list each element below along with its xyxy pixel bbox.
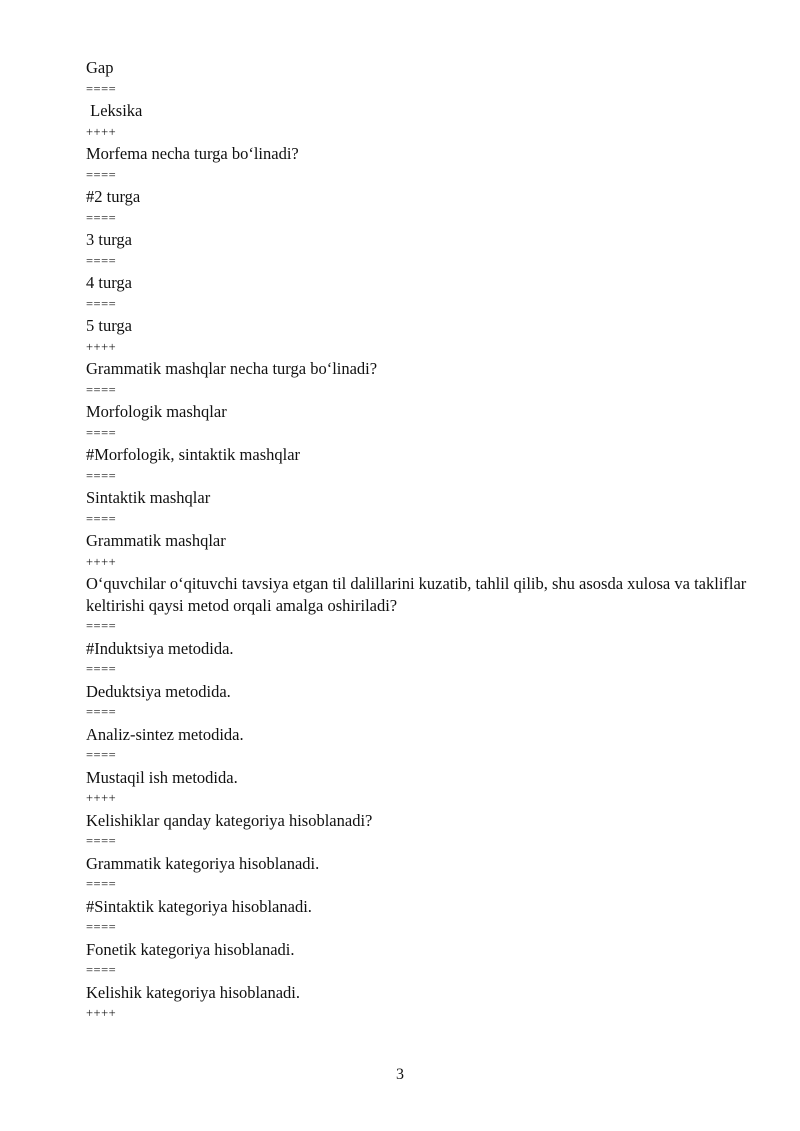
answer-separator: ==== [86,834,117,848]
text-line: Morfema necha turga bo‘linadi? [86,144,299,163]
answer-separator: ==== [86,425,117,440]
answer-separator: ==== [86,253,117,268]
answer-separator: ==== [86,167,117,182]
answer-separator: ==== [86,748,117,762]
question-separator: ++++ [86,1006,117,1020]
text-line: O‘quvchilar o‘qituvchi tavsiya etgan til dalillarini kuzatib, tahlil qilib, shu asosda xulosa va takliflar keltirishi qaysi metod orqali amalga oshiriladi? [86,574,747,615]
answer-separator: ==== [86,511,117,526]
text-line: Kelishiklar qanday kategoriya hisoblanadi? [86,810,373,830]
document-body [86,57,756,1025]
text-line: Grammatik mashqlar [86,531,226,550]
question-separator: ++++ [86,554,117,569]
text-line: Morfologik mashqlar [86,402,227,421]
text-line: #2 turga [86,187,141,206]
answer-separator: ==== [86,877,117,891]
answer-separator: ==== [86,963,117,977]
text-line: 3 turga [86,230,132,249]
answer-separator: ==== [86,920,117,934]
text-line: Grammatik mashqlar necha turga bo‘linadi? [86,359,378,378]
answer-separator: ==== [86,705,117,719]
text-line: Mustaqil ish metodida. [86,767,238,787]
answer-separator: ==== [86,382,117,397]
text-line: Grammatik kategoriya hisoblanadi. [86,853,320,873]
answer-separator: ==== [86,619,117,633]
question-separator: ++++ [86,124,117,139]
text-line: Analiz-sintez metodida. [86,724,244,744]
question-separator: ++++ [86,339,117,354]
text-line: 5 turga [86,316,132,335]
answer-separator: ==== [86,662,117,676]
answer-separator: ==== [86,468,117,483]
text-line: Sintaktik mashqlar [86,488,211,507]
text-line: Deduktsiya metodida. [86,681,231,701]
text-line: Kelishik kategoriya hisoblanadi. [86,982,300,1002]
answer-separator: ==== [86,210,117,225]
answer-separator: ==== [86,81,117,96]
text-line: Gap [86,58,114,77]
text-line: #Induktsiya metodida. [86,638,234,658]
text-line: #Morfologik, sintaktik mashqlar [86,445,301,464]
text-line: Fonetik kategoriya hisoblanadi. [86,939,295,959]
text-line: Leksika [86,101,143,120]
answer-separator: ==== [86,296,117,311]
question-separator: ++++ [86,791,117,805]
text-line: 4 turga [86,273,132,292]
page-number: 3 [396,1066,404,1083]
text-line: #Sintaktik kategoriya hisoblanadi. [86,896,312,916]
